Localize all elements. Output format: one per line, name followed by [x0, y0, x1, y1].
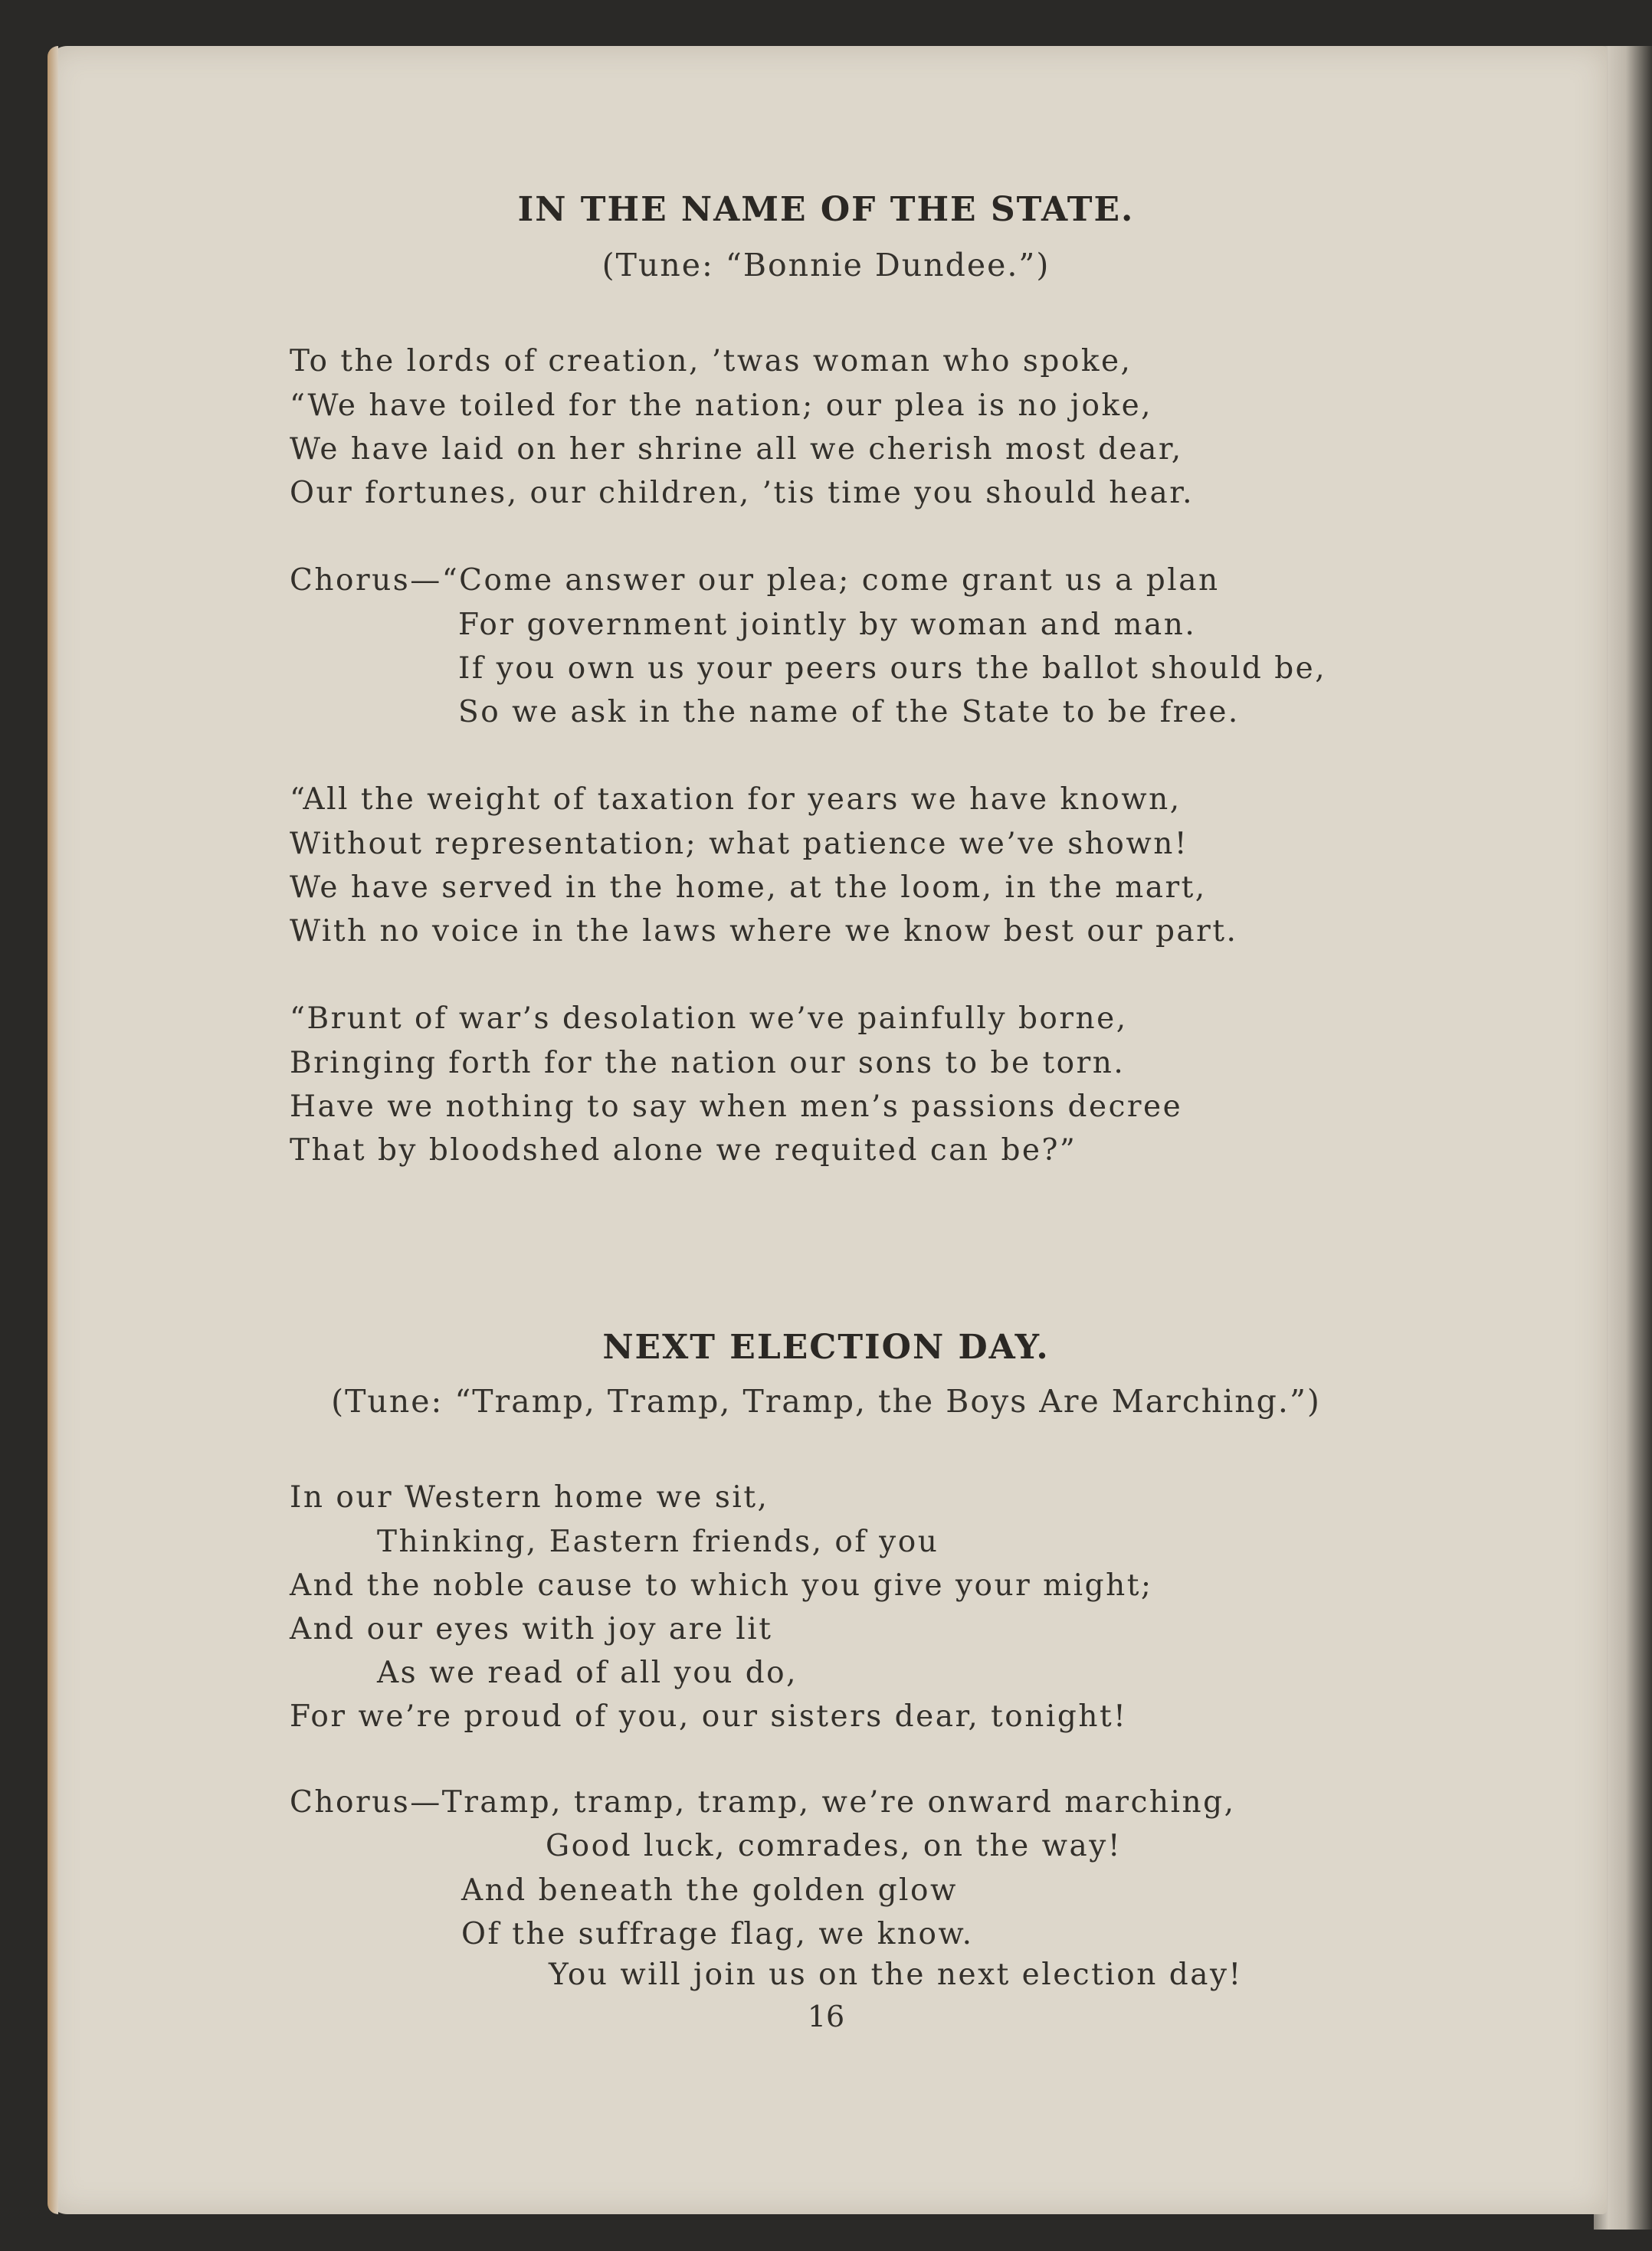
- verse-line: Our fortunes, our children, ’tis time you should hear.: [290, 476, 1194, 510]
- verse-line: Have we nothing to say when men’s passions decree: [290, 1089, 1183, 1124]
- verse-line: “All the weight of taxation for years we have known,: [290, 782, 1182, 817]
- song-tune: (Tune: “Tramp, Tramp, Tramp, the Boys Are Marching.”): [331, 1383, 1321, 1420]
- verse-line: In our Western home we sit,: [290, 1480, 769, 1515]
- chorus-line: And beneath the golden glow: [461, 1873, 958, 1908]
- chorus-line: For government jointly by woman and man.: [458, 608, 1197, 642]
- chorus-line: So we ask in the name of the State to be free.: [458, 695, 1240, 729]
- verse-line: As we read of all you do,: [377, 1656, 798, 1690]
- verse-line: For we’re proud of you, our sisters dear, tonight!: [290, 1699, 1128, 1734]
- chorus-line: You will join us on the next election day!: [549, 1958, 1243, 1992]
- verse-line: That by bloodshed alone we requited can be?”: [290, 1133, 1077, 1168]
- verse-line: And the noble cause to which you give your might;: [290, 1568, 1153, 1603]
- song-title: NEXT ELECTION DAY.: [602, 1328, 1050, 1367]
- verse-line: Without representation; what patience we’ve shown!: [290, 827, 1189, 861]
- chorus-line: Chorus—Tramp, tramp, tramp, we’re onward marching,: [290, 1785, 1236, 1820]
- chorus-line: Good luck, comrades, on the way!: [546, 1829, 1122, 1863]
- verse-line: “We have toiled for the nation; our plea is no joke,: [290, 388, 1153, 423]
- verse-line: And our eyes with joy are lit: [290, 1612, 773, 1646]
- song-title: IN THE NAME OF THE STATE.: [517, 190, 1135, 229]
- chorus-line: If you own us your peers ours the ballot should be,: [458, 651, 1327, 686]
- verse-line: We have served in the home, at the loom, in the mart,: [290, 870, 1207, 905]
- verse-line: Thinking, Eastern friends, of you: [377, 1525, 939, 1559]
- page-edge: [48, 46, 58, 2214]
- verse-line: “Brunt of war’s desolation we’ve painfully borne,: [290, 1001, 1128, 1036]
- chorus-line: Chorus—“Come answer our plea; come grant us a plan: [290, 563, 1220, 598]
- page-number: 16: [807, 2000, 845, 2033]
- song-tune: (Tune: “Bonnie Dundee.”): [601, 247, 1051, 283]
- verse-line: We have laid on her shrine all we cherish most dear,: [290, 432, 1183, 467]
- verse-line: With no voice in the laws where we know best our part.: [290, 914, 1238, 949]
- verse-line: To the lords of creation, ’twas woman who spoke,: [290, 344, 1132, 378]
- verse-line: Bringing forth for the nation our sons to be torn.: [290, 1046, 1126, 1080]
- chorus-line: Of the suffrage flag, we know.: [461, 1917, 974, 1951]
